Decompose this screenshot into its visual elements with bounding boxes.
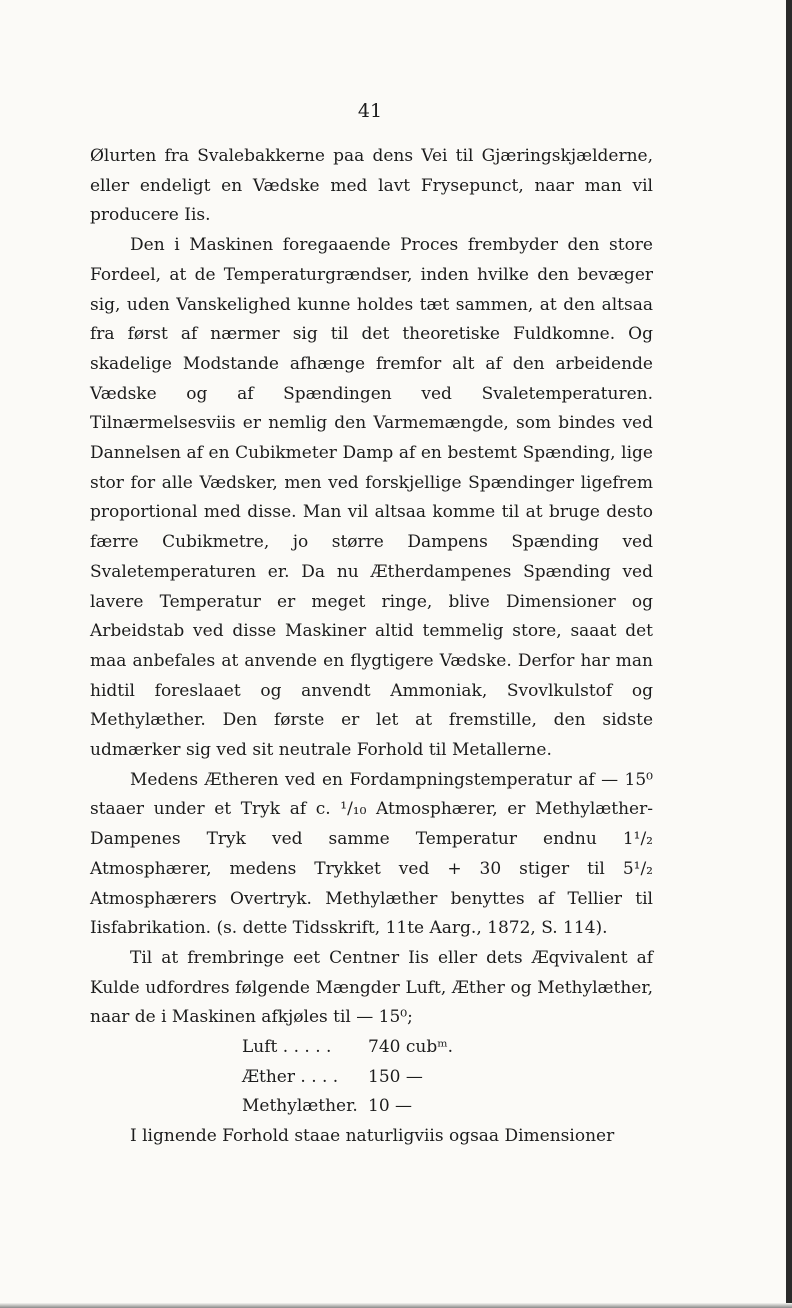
page-edge-shadow <box>786 0 792 1308</box>
table-row <box>242 1092 653 1122</box>
table-row-label: Methylæther. <box>242 1096 358 1117</box>
cooling-table <box>90 1033 653 1122</box>
body-text <box>90 142 653 1152</box>
table-row-value: 150 — <box>368 1066 423 1087</box>
table-row <box>242 1033 653 1063</box>
table-row <box>242 1063 653 1093</box>
last-line: I lignende Forhold staae naturligviis ogsaa Dimensioner <box>130 1126 615 1147</box>
table-row-label: Æther . . . . <box>242 1066 339 1087</box>
paragraph-2: Den i Maskinen foregaaende Proces frembyder den store Fordeel, at de Temperaturgrændser, inden hvilke den bevæger sig, uden Vanskelighed kunne holdes tæt sammen, at den altsaa fra først af nærmer sig til det theoretiske Fuldkomne. Og skadelige Modstande afhænge fremfor alt af den arbeidende Vædske og af Spændingen ved Svaletemperaturen. Tilnærmelsesviis er nemlig den Varmemængde, som bindes ved Dannelsen af en Cubikmeter Damp af en bestemt Spænding, lige stor for alle Vædsker, men ved forskjellige Spændinger ligefrem proportional med disse. Man vil altsaa komme til at bruge desto færre Cubikmetre, jo større Dampens Spænding ved Svaletemperaturen er. Da nu Ætherdampenes Spænding ved lavere Temperatur er meget ringe, blive Dimensioner og Arbeidstab ved disse Maskiner altid temmelig store, saaat det maa anbefales at anvende en flygtigere Vædske. Derfor har man hidtil foreslaaet og anvendt Ammoniak, Svovlkulstof og Methylæther. Den første er let at fremstille, den sidste udmærker sig ved sit neutrale Forhold til Metallerne. <box>90 235 653 761</box>
paragraph-4: Til at frembringe eet Centner Iis eller dets Æqvivalent af Kulde udfordres følgende Mængder Luft, Æther og Methylæther, naar de i Maskinen afkjøles til — 15⁰; <box>90 947 653 1028</box>
table-row-label: Luft . . . . . <box>242 1037 332 1058</box>
page-number: 41 <box>357 100 383 122</box>
paragraph-3: Medens Ætheren ved en Fordampningstemperatur af — 15⁰ staaer under et Tryk af c. ¹/₁₀ Atmosphærer, er Methylæther-Dampenes Tryk ved samme Temperatur endnu 1¹/₂ Atmosphærer, medens Trykket ved + 30 stiger til 5¹/₂ Atmosphærers Overtryk. Methylæther benyttes af Tellier til Iisfabrikation. (s. dette Tidsskrift, 11te Aarg., 1872, S. 114). <box>90 769 653 939</box>
table-row-value: 740 cubᵐ. <box>368 1037 454 1058</box>
table-row-value: 10 — <box>368 1096 413 1117</box>
page-bottom-edge <box>0 1303 792 1308</box>
paragraph-1: Ølurten fra Svalebakkerne paa dens Vei til Gjæringskjælderne, eller endeligt en Vædske med lavt Frysepunct, naar man vil producere Iis. <box>90 146 653 226</box>
